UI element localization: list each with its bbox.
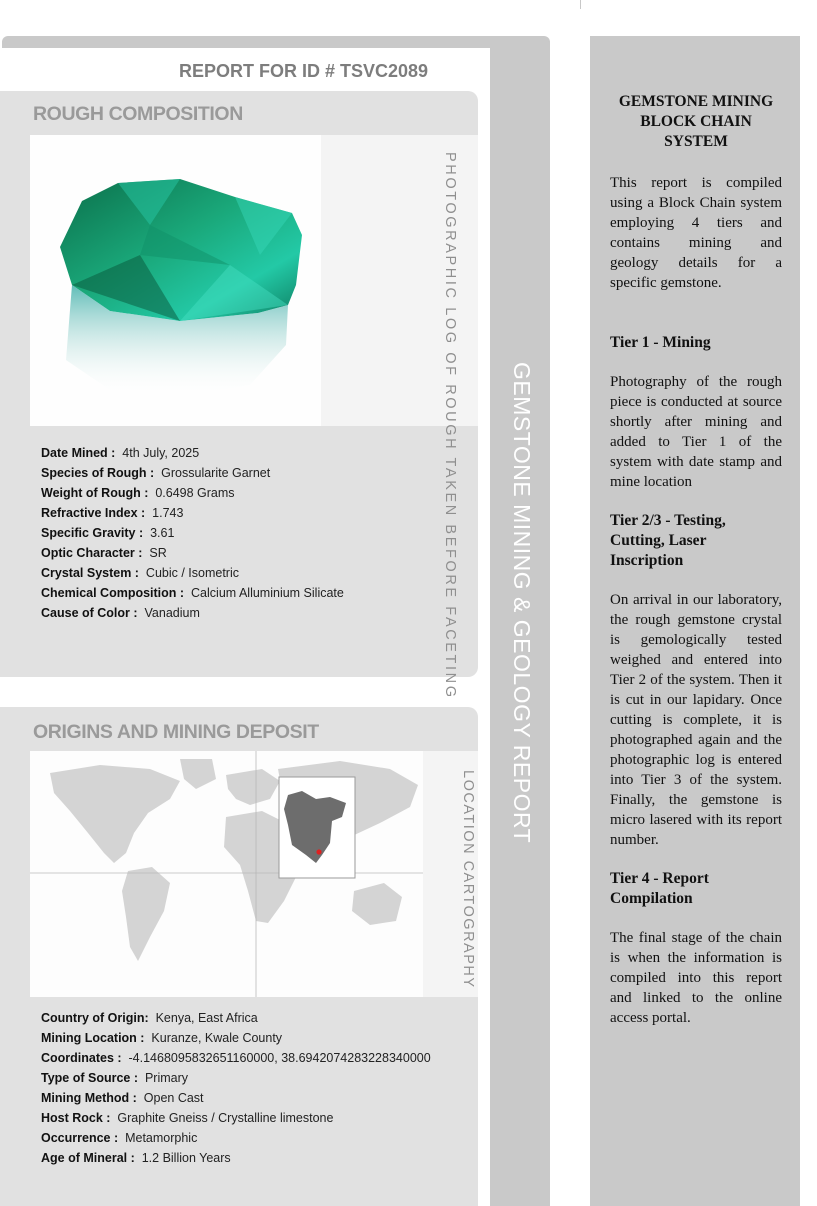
- detail-value: Vanadium: [144, 606, 200, 620]
- detail-label: Weight of Rough :: [41, 486, 149, 500]
- detail-value: Kenya, East Africa: [155, 1011, 258, 1025]
- tier4-text: The final stage of the chain is when the information is compiled into this report and linked to the online access portal.: [610, 930, 782, 1026]
- detail-row-occurrence: [41, 1131, 431, 1151]
- detail-row-weight: [41, 486, 344, 506]
- detail-value: Metamorphic: [125, 1131, 198, 1145]
- detail-value: 4th July, 2025: [122, 446, 200, 460]
- spine-title: GEMSTONE MINING & GEOLOGY REPORT: [509, 362, 535, 844]
- detail-label: Age of Mineral :: [41, 1151, 135, 1165]
- location-marker-icon: [316, 849, 321, 854]
- top-frame-bar: [2, 36, 550, 48]
- detail-label: Cause of Color :: [41, 606, 138, 620]
- world-map: [30, 751, 423, 997]
- detail-value: Graphite Gneiss / Crystalline limestone: [117, 1111, 334, 1125]
- detail-row-country: [41, 1011, 431, 1031]
- rough-details-list: [41, 446, 344, 626]
- tier1-text: Photography of the rough piece is conducted at source shortly after mining and added to Tier 1 of the system with date stamp and mine location: [610, 374, 782, 490]
- detail-row-date-mined: [41, 446, 344, 466]
- detail-row-refractive-index: [41, 506, 344, 526]
- detail-label: Optic Character :: [41, 546, 143, 560]
- detail-label: Date Mined :: [41, 446, 116, 460]
- rough-composition-title: ROUGH COMPOSITION: [33, 103, 243, 125]
- detail-label: Crystal System :: [41, 566, 139, 580]
- detail-label: Mining Method :: [41, 1091, 137, 1105]
- detail-value: Kuranze, Kwale County: [151, 1031, 283, 1045]
- detail-label: Occurrence :: [41, 1131, 119, 1145]
- detail-value: -4.1468095832651160000, 38.6942074283228340000: [128, 1051, 431, 1065]
- detail-label: Specific Gravity :: [41, 526, 144, 540]
- tier23-text: On arrival in our laboratory, the rough gemstone crystal is gemologically tested weighed and entered into Tier 2 of the system. Then it is cut in our lapidary. Once cutting is complete, it is photographed again and the photographic log is entered into Tier 3 of the system. Finally, the gemstone is micro lasered with its report number.: [610, 592, 782, 848]
- detail-row-host-rock: [41, 1111, 431, 1131]
- tier23-heading: Tier 2/3 - Testing, Cutting, Laser Inscription: [610, 512, 726, 569]
- detail-row-mining-method: [41, 1091, 431, 1111]
- detail-row-crystal-system: [41, 566, 344, 586]
- detail-label: Chemical Composition :: [41, 586, 185, 600]
- blockchain-intro: This report is compiled using a Block Chain system employing 4 tiers and contains mining and geology details for a specific gemstone.: [610, 175, 782, 291]
- detail-row-optic-character: [41, 546, 344, 566]
- detail-row-coordinates: [41, 1051, 431, 1071]
- detail-row-type-of-source: [41, 1071, 431, 1091]
- detail-value: Primary: [144, 1071, 189, 1085]
- detail-row-cause-of-color: [41, 606, 344, 626]
- detail-label: Type of Source :: [41, 1071, 139, 1085]
- detail-row-age: [41, 1151, 431, 1171]
- blockchain-info-column: [590, 36, 800, 1206]
- gemstone-image: [30, 135, 321, 426]
- origins-details-list: [41, 1011, 431, 1171]
- detail-label: Species of Rough :: [41, 466, 155, 480]
- tier4-heading: Tier 4 - Report Compilation: [610, 870, 709, 907]
- detail-label: Mining Location :: [41, 1031, 145, 1045]
- detail-value: 1.2 Billion Years: [141, 1151, 231, 1165]
- top-tick-mark: [580, 0, 581, 9]
- detail-value: 3.61: [150, 526, 175, 540]
- photo-caption: PHOTOGRAPHIC LOG OF ROUGH TAKEN BEFORE FACETING: [442, 152, 458, 700]
- detail-value: Cubic / Isometric: [145, 566, 240, 580]
- detail-value: Grossularite Garnet: [161, 466, 271, 480]
- tier1-heading: Tier 1 - Mining: [610, 334, 711, 351]
- world-map-image: [30, 751, 423, 997]
- detail-label: Coordinates :: [41, 1051, 122, 1065]
- report-id-title: REPORT FOR ID # TSVC2089: [179, 61, 429, 81]
- detail-row-chemical-composition: [41, 586, 344, 606]
- rough-gemstone-photo: [30, 135, 321, 426]
- detail-value: SR: [149, 546, 167, 560]
- detail-value: Calcium Alluminium Silicate: [191, 586, 344, 600]
- detail-label: Refractive Index :: [41, 506, 146, 520]
- blockchain-info-content: [610, 92, 782, 1047]
- detail-row-specific-gravity: [41, 526, 344, 546]
- detail-value: 0.6498 Grams: [155, 486, 235, 500]
- blockchain-title: GEMSTONE MINING BLOCK CHAIN SYSTEM: [618, 93, 774, 150]
- map-caption: LOCATION CARTOGRAPHY: [460, 770, 476, 989]
- origins-title: ORIGINS AND MINING DEPOSIT: [33, 721, 319, 743]
- detail-row-mining-location: [41, 1031, 431, 1051]
- detail-value: Open Cast: [143, 1091, 204, 1105]
- detail-label: Country of Origin:: [41, 1011, 149, 1025]
- detail-row-species: [41, 466, 344, 486]
- detail-label: Host Rock :: [41, 1111, 111, 1125]
- detail-value: 1.743: [152, 506, 184, 520]
